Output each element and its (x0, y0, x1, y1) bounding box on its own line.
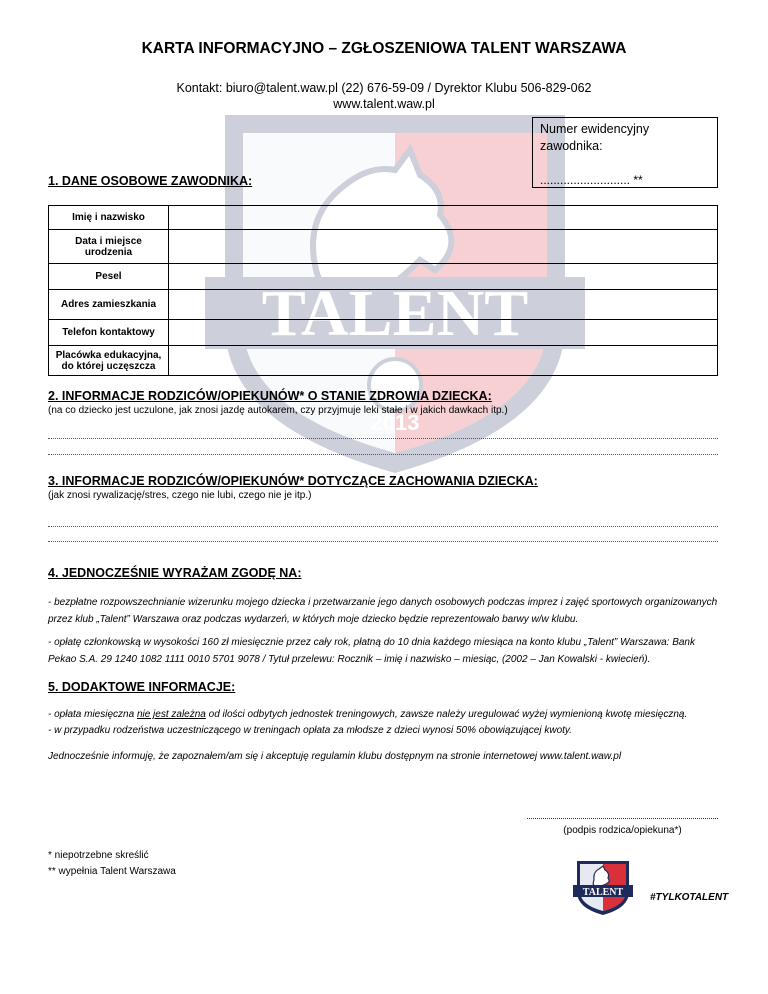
logo-word: TALENT (582, 887, 624, 898)
health-info-line[interactable] (48, 438, 718, 440)
table-row (49, 230, 718, 264)
section2-heading: 2. INFORMACJE RODZICÓW/OPIEKUNÓW* O STANIE ZDROWIA DZIECKA: (48, 389, 492, 403)
regulations-statement: Jednocześnie informuję, że zapoznałem/am się i akceptuję regulamin klubu dostępnym na stronie internetowej www.talent.waw.pl (48, 751, 622, 762)
section4-heading: 4. JEDNOCZEŚNIE WYRAŻAM ZGODĘ NA: (48, 566, 302, 580)
additional-info-line1 (48, 706, 723, 723)
behavior-info-line[interactable] (48, 526, 718, 528)
page-title: KARTA INFORMACYJNO – ZGŁOSZENIOWA TALENT WARSZAWA (141, 40, 627, 57)
consent-image-paragraph: - bezpłatne rozpowszechnianie wizerunku mojego dziecka i przetwarzanie jego danych osobowych podczas imprez i zajęć sportowych organizowanych przez klub „Talent” Warszawa oraz podczas wydarzeń, w których moje dziecko będzie reprezentowało barwy w/w klubu. (48, 597, 718, 625)
footnote-1: * niepotrzebne skreślić (48, 850, 149, 861)
talent-logo (572, 858, 634, 916)
signature-label: (podpis rodzica/opiekuna*) (563, 825, 682, 836)
health-info-line[interactable] (48, 454, 718, 456)
line1-post: od ilości odbytych jednostek treningowych, zawsze należy uregulować wyżej wymienioną kwotę miesięczną. (205, 709, 688, 720)
consent-fee-paragraph: - opłatę członkowską w wysokości 160 zł miesięcznie przez cały rok, płatną do 10 dnia każdego miesiąca na konto klubu „Talent” Warszawa: Bank Pekao S.A. 29 1240 1082 1111 0010 5701 9078 / Tytuł przelewu: Rocznik – imię i nazwisko – miesiąc, (2002 – Jan Kowalski - kwiecień). (48, 637, 695, 665)
row-label: Telefon kontaktowy (49, 320, 169, 346)
contact-line: Kontakt: biuro@talent.waw.pl (22) 676-59-09 / Dyrektor Klubu 506-829-062 (176, 81, 592, 95)
row-value-field[interactable] (169, 264, 718, 290)
registration-number-box (532, 117, 718, 188)
row-label: Imię i nazwisko (49, 206, 169, 230)
row-label: Adres zamieszkania (49, 290, 169, 320)
personal-data-table (48, 205, 718, 376)
behavior-info-line[interactable] (48, 541, 718, 543)
website-link[interactable]: www.talent.waw.pl (333, 97, 435, 111)
registration-number-field[interactable]: ........................... ** (540, 173, 643, 187)
table-row (49, 264, 718, 290)
section3-note: (jak znosi rywalizację/stres, czego nie lubi, czego nie je itp.) (48, 490, 312, 501)
contact-block (0, 80, 768, 112)
registration-number-label: Numer ewidencyjny zawodnika: (540, 122, 650, 153)
row-value-field[interactable] (169, 320, 718, 346)
table-row (49, 320, 718, 346)
section3-heading: 3. INFORMACJE RODZICÓW/OPIEKUNÓW* DOTYCZĄCE ZACHOWANIA DZIECKA: (48, 474, 538, 488)
row-value-field[interactable] (169, 230, 718, 264)
row-label: Data i miejsce urodzenia (49, 230, 169, 264)
table-row (49, 290, 718, 320)
row-label: Pesel (49, 264, 169, 290)
row-value-field[interactable] (169, 346, 718, 376)
additional-info-line2: - w przypadku rodzeństwa uczestniczącego w treningach opłata za młodsze z dzieci wynosi 50% obowiązującej kwoty. (48, 725, 572, 736)
table-row (49, 346, 718, 376)
row-value-field[interactable] (169, 290, 718, 320)
section5-heading: 5. DODAKTOWE INFORMACJE: (48, 680, 236, 694)
signature-line[interactable] (527, 818, 718, 819)
row-label: Placówka edukacyjna, do której uczęszcza (49, 346, 169, 376)
section2-note: (na co dziecko jest uczulone, jak znosi jazdę autokarem, czy przyjmuje leki stałe i w jakich dawkach itp.) (48, 405, 508, 416)
hashtag-text: #TYLKOTALENT (650, 892, 729, 903)
line1-underlined: nie jest zależna (136, 709, 206, 720)
watermark-word: TALENT (261, 277, 529, 350)
section1-heading: 1. DANE OSOBOWE ZAWODNIKA: (48, 174, 253, 188)
line1-pre: - opłata miesięczna (48, 709, 137, 720)
row-value-field[interactable] (169, 206, 718, 230)
table-row (49, 206, 718, 230)
watermark-year: 2013 (370, 410, 420, 435)
footnote-2: ** wypełnia Talent Warszawa (48, 866, 176, 877)
